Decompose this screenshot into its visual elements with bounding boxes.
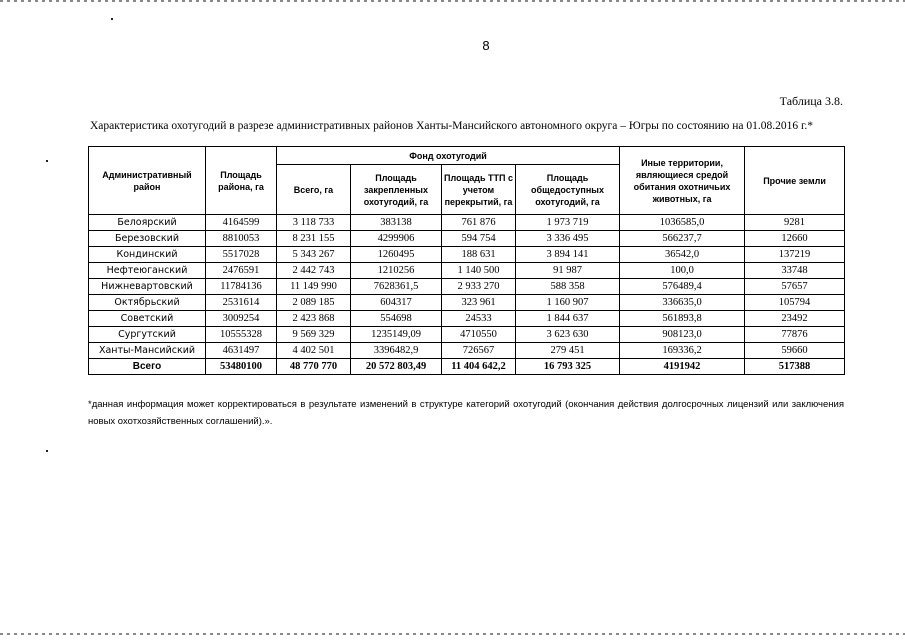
scan-edge-bottom — [0, 633, 905, 635]
cell-total: 2 442 743 — [277, 263, 351, 279]
table-row — [89, 311, 845, 327]
cell-ttp: 761 876 — [442, 215, 516, 231]
cell-other-habitat: 336635,0 — [620, 295, 745, 311]
cell-assigned: 1210256 — [351, 263, 442, 279]
cell-assigned: 20 572 803,49 — [351, 359, 442, 375]
cell-other-land: 12660 — [745, 231, 845, 247]
cell-ttp: 594 754 — [442, 231, 516, 247]
cell-public: 1 844 637 — [516, 311, 620, 327]
cell-other-land: 9281 — [745, 215, 845, 231]
cell-assigned: 383138 — [351, 215, 442, 231]
header-other-land: Прочие земли — [745, 147, 845, 215]
cell-area: 5517028 — [206, 247, 277, 263]
cell-district: Белоярский — [89, 215, 206, 231]
cell-other-habitat: 169336,2 — [620, 343, 745, 359]
header-assigned: Площадь закрепленных охотугодий, га — [351, 165, 442, 215]
cell-ttp: 4710550 — [442, 327, 516, 343]
cell-assigned: 604317 — [351, 295, 442, 311]
cell-other-habitat: 100,0 — [620, 263, 745, 279]
cell-area: 4631497 — [206, 343, 277, 359]
cell-district: Октябрьский — [89, 295, 206, 311]
cell-ttp: 24533 — [442, 311, 516, 327]
cell-assigned: 7628361,5 — [351, 279, 442, 295]
cell-ttp: 726567 — [442, 343, 516, 359]
cell-total: 5 343 267 — [277, 247, 351, 263]
cell-area: 10555328 — [206, 327, 277, 343]
table-footnote: *данная информация может корректироваться в результате изменений в структуре категорий охотугодий (окончания действия долгосрочных лицензий или заключения новых охотхозяйственных соглашений).». — [88, 399, 844, 427]
cell-other-land: 517388 — [745, 359, 845, 375]
cell-ttp: 188 631 — [442, 247, 516, 263]
cell-assigned: 1235149,09 — [351, 327, 442, 343]
table-total-row — [89, 359, 845, 375]
cell-other-habitat: 1036585,0 — [620, 215, 745, 231]
cell-other-land: 137219 — [745, 247, 845, 263]
page-number: 8 — [482, 38, 490, 53]
table-row — [89, 215, 845, 231]
cell-public: 91 987 — [516, 263, 620, 279]
cell-area: 8810053 — [206, 231, 277, 247]
scan-edge-top — [0, 0, 905, 2]
cell-assigned: 4299906 — [351, 231, 442, 247]
scan-speck — [111, 18, 113, 20]
cell-total: 3 118 733 — [277, 215, 351, 231]
cell-district: Ханты-Мансийский — [89, 343, 206, 359]
cell-total: 48 770 770 — [277, 359, 351, 375]
cell-public: 3 623 630 — [516, 327, 620, 343]
cell-other-habitat: 908123,0 — [620, 327, 745, 343]
cell-other-land: 57657 — [745, 279, 845, 295]
cell-district: Нефтеюганский — [89, 263, 206, 279]
cell-other-land: 59660 — [745, 343, 845, 359]
cell-area: 4164599 — [206, 215, 277, 231]
header-fund-group: Фонд охотугодий — [277, 147, 620, 165]
table-row — [89, 343, 845, 359]
cell-public: 3 336 495 — [516, 231, 620, 247]
cell-total: 11 149 990 — [277, 279, 351, 295]
table-row — [89, 263, 845, 279]
cell-district: Нижневартовский — [89, 279, 206, 295]
cell-district: Советский — [89, 311, 206, 327]
table-row — [89, 231, 845, 247]
table-title: Характеристика охотугодий в разрезе административных районов Ханты-Мансийского автономного округа – Югры по состоянию на 01.08.2016 г.* — [90, 120, 814, 132]
cell-public: 1 160 907 — [516, 295, 620, 311]
cell-public: 16 793 325 — [516, 359, 620, 375]
cell-total: 9 569 329 — [277, 327, 351, 343]
header-public: Площадь общедоступных охотугодий, га — [516, 165, 620, 215]
cell-assigned: 3396482,9 — [351, 343, 442, 359]
cell-district: Березовский — [89, 231, 206, 247]
cell-total: 8 231 155 — [277, 231, 351, 247]
cell-total: 2 089 185 — [277, 295, 351, 311]
table-row — [89, 327, 845, 343]
cell-assigned: 554698 — [351, 311, 442, 327]
cell-other-habitat: 566237,7 — [620, 231, 745, 247]
cell-other-habitat: 576489,4 — [620, 279, 745, 295]
header-other-habitat: Иные территории, являющиеся средой обитания охотничьих животных, га — [620, 147, 745, 215]
cell-total: 4 402 501 — [277, 343, 351, 359]
cell-ttp: 323 961 — [442, 295, 516, 311]
cell-area: 3009254 — [206, 311, 277, 327]
cell-ttp: 1 140 500 — [442, 263, 516, 279]
header-district: Административный район — [89, 147, 206, 215]
cell-other-habitat: 4191942 — [620, 359, 745, 375]
cell-public: 588 358 — [516, 279, 620, 295]
cell-other-land: 77876 — [745, 327, 845, 343]
header-total: Всего, га — [277, 165, 351, 215]
table-row — [89, 295, 845, 311]
cell-area: 2476591 — [206, 263, 277, 279]
cell-other-land: 23492 — [745, 311, 845, 327]
cell-area: 2531614 — [206, 295, 277, 311]
header-ttp: Площадь ТТП с учетом перекрытий, га — [442, 165, 516, 215]
cell-district: Всего — [89, 359, 206, 375]
table-row — [89, 247, 845, 263]
cell-ttp: 11 404 642,2 — [442, 359, 516, 375]
cell-area: 11784136 — [206, 279, 277, 295]
cell-area: 53480100 — [206, 359, 277, 375]
cell-assigned: 1260495 — [351, 247, 442, 263]
cell-other-habitat: 561893,8 — [620, 311, 745, 327]
hunting-grounds-table — [88, 146, 845, 375]
cell-other-land: 33748 — [745, 263, 845, 279]
cell-district: Сургутский — [89, 327, 206, 343]
cell-total: 2 423 868 — [277, 311, 351, 327]
header-area: Площадь района, га — [206, 147, 277, 215]
scan-speck — [46, 450, 48, 452]
cell-other-habitat: 36542,0 — [620, 247, 745, 263]
cell-other-land: 105794 — [745, 295, 845, 311]
cell-public: 1 973 719 — [516, 215, 620, 231]
cell-public: 3 894 141 — [516, 247, 620, 263]
cell-district: Кондинский — [89, 247, 206, 263]
table-label: Таблица 3.8. — [779, 94, 843, 108]
cell-ttp: 2 933 270 — [442, 279, 516, 295]
cell-public: 279 451 — [516, 343, 620, 359]
scan-speck — [46, 160, 48, 162]
table-row — [89, 279, 845, 295]
